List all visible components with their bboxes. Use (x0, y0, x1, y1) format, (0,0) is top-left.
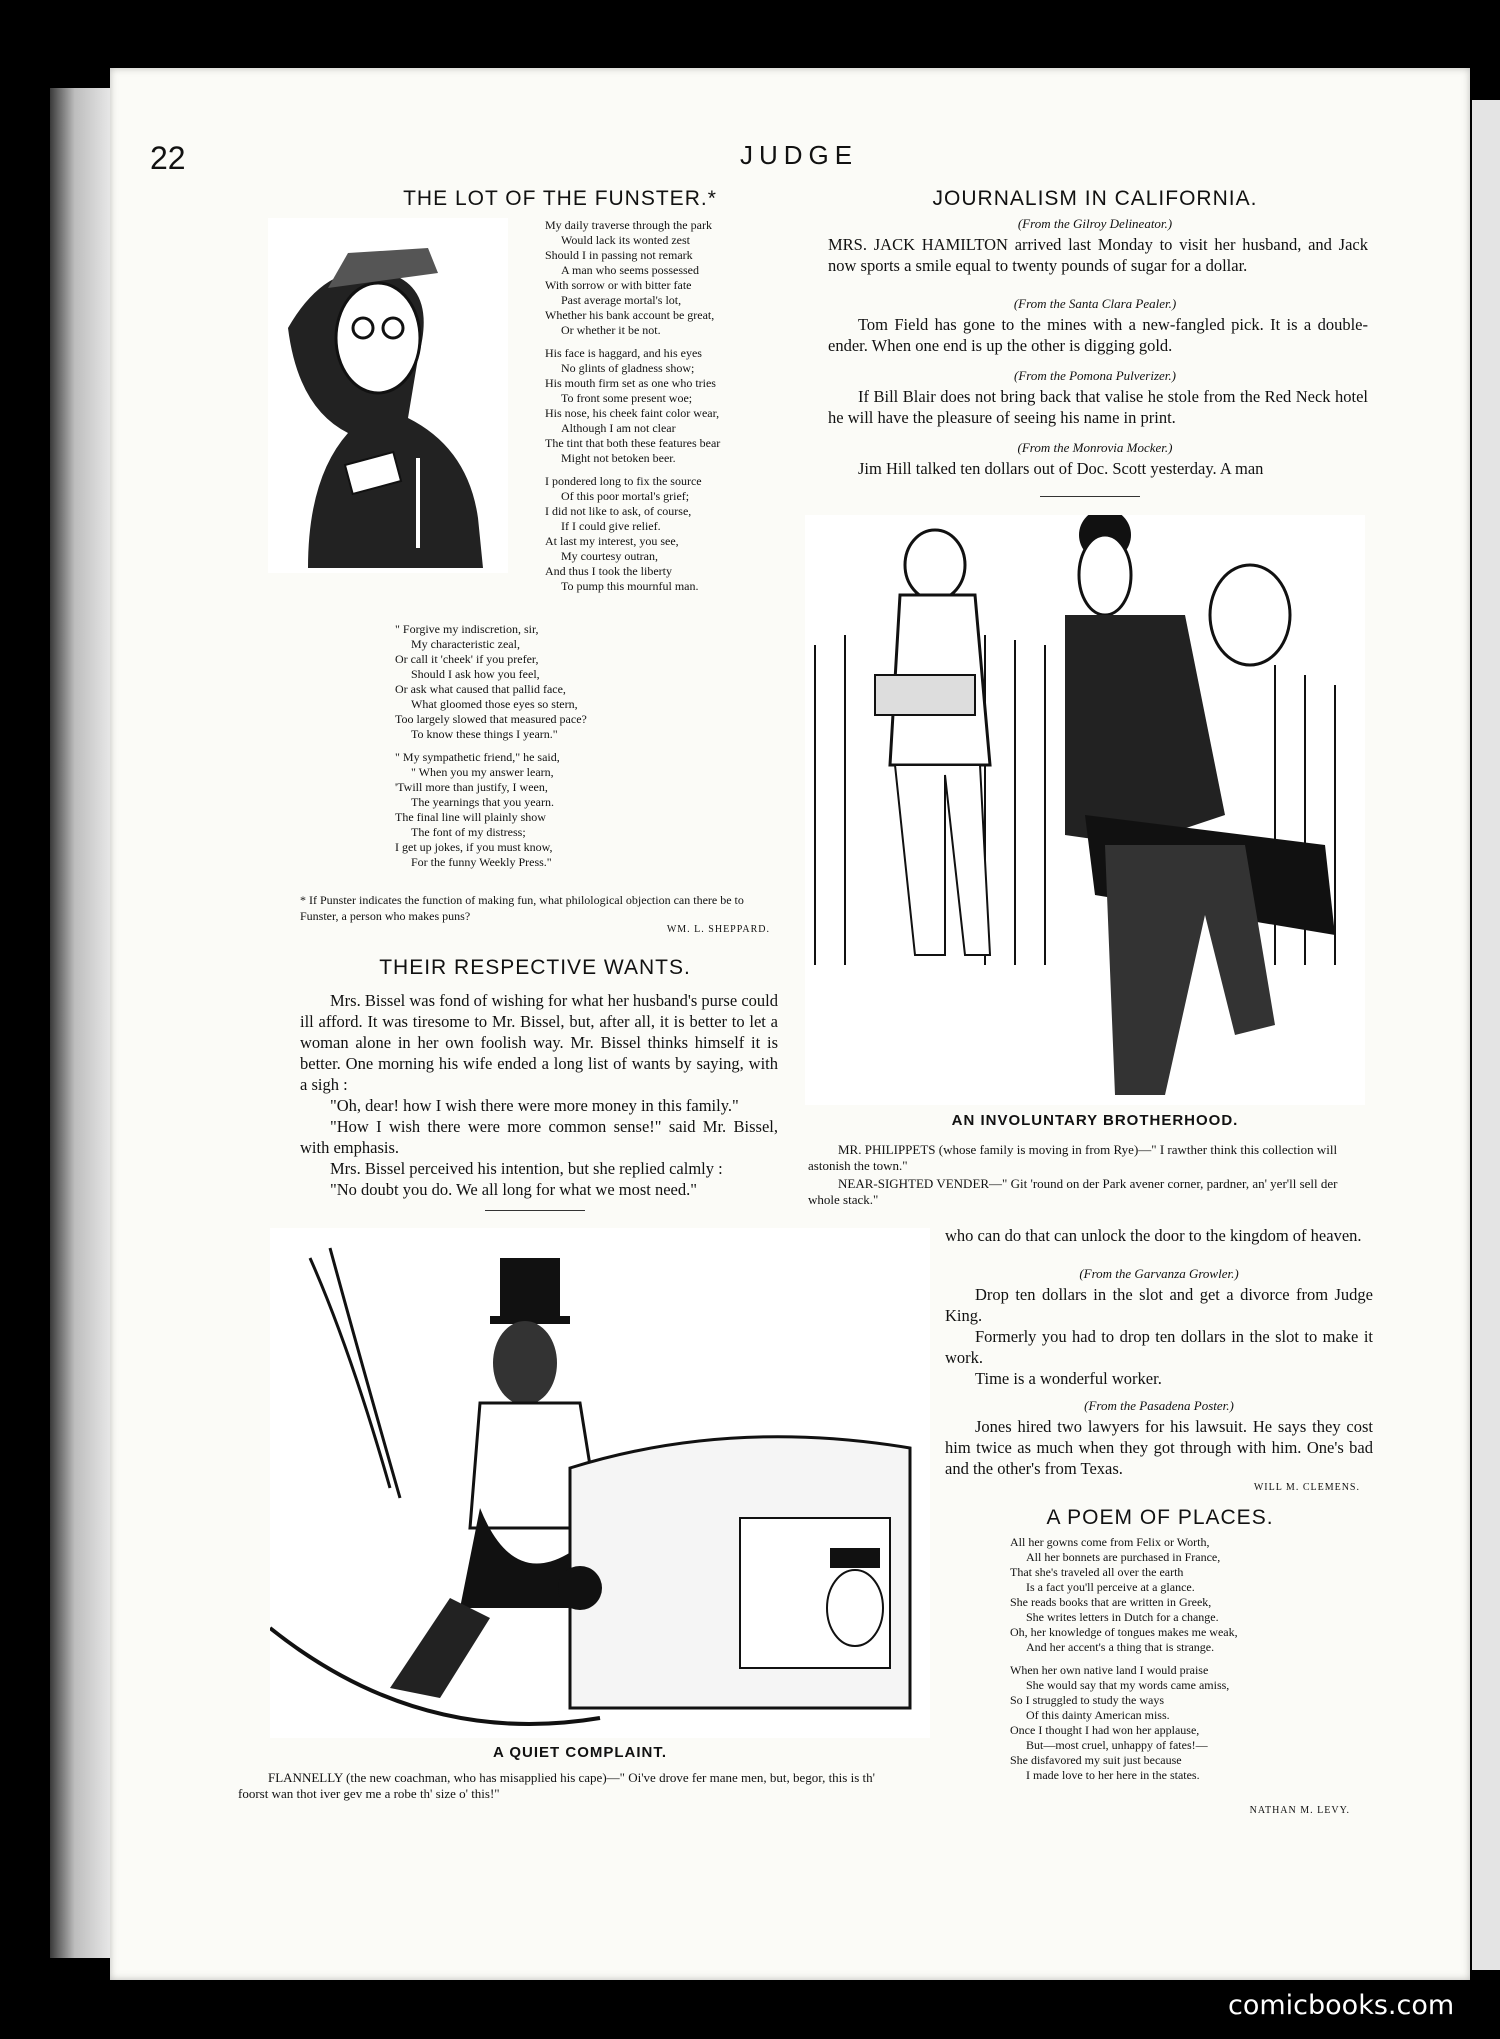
poem-line: Oh, her knowledge of tongues makes me weak, (1010, 1625, 1238, 1639)
journalism-item (828, 386, 1368, 428)
poem-line: 'Twill more than justify, I ween, (395, 780, 548, 794)
poem-line: For the funny Weekly Press." (411, 855, 552, 869)
quiet-dialogue: FLANNELLY (the new coachman, who has misapplied his cape)—" Oi've drove fer mane men, but, begor, this is th' foorst wan thot iver gev me a robe th' size o' this!" (238, 1770, 875, 1801)
poem-line: Too largely slowed that measured pace? (395, 712, 587, 726)
masthead-title: JUDGE (740, 140, 859, 170)
poem-line: To pump this mournful man. (561, 579, 699, 593)
poem-line: What gloomed those eyes so stern, (411, 697, 578, 711)
poem-line: But—most cruel, unhappy of fates!— (1026, 1738, 1208, 1752)
paragraph: "No doubt you do. We all long for what we most need." (330, 1180, 697, 1199)
paragraph: MRS. JACK HAMILTON arrived last Monday to visit her husband, and Jack now sports a smile equal to twenty pounds of sugar for a dollar. (828, 235, 1368, 275)
journalism-pasadena (945, 1416, 1373, 1479)
wants-title: THEIR RESPECTIVE WANTS. (379, 956, 691, 979)
paragraph: Mrs. Bissel was fond of wishing for what her husband's purse could ill afford. It was tiresome to Mr. Bissel, but, after all, it is better to let a woman alone in her own foolish way. Mr. Bissel thinks himself it is better. One morning his wife ended a long list of wants by saying, with a sigh : (300, 991, 778, 1094)
poem-line: That she's traveled all over the earth (1010, 1565, 1184, 1579)
poem-line: Of this dainty American miss. (1026, 1708, 1170, 1722)
poem-line: His nose, his cheek faint color wear, (545, 406, 720, 420)
brotherhood-speaker2: NEAR-SIGHTED VENDER—" Git 'round on der Park avener corner, pardner, an' yer'll sell der whole stack." (808, 1176, 1338, 1207)
divider (1040, 496, 1140, 497)
poem-line: Whether his bank account be great, (545, 308, 715, 322)
poem-line: A man who seems possessed (561, 263, 699, 277)
divider (485, 1210, 585, 1211)
poem-line: " My sympathetic friend," he said, (395, 750, 560, 764)
source-line: (From the Gilroy Delineator.) (1017, 216, 1173, 231)
poem-line: To front some present woe; (561, 391, 693, 405)
places-title: A POEM OF PLACES. (1046, 1506, 1274, 1529)
brotherhood-illustration (805, 515, 1365, 1105)
poem-line: Is a fact you'll perceive at a glance. (1026, 1580, 1195, 1594)
poem-line: The font of my distress; (411, 825, 526, 839)
places-poem (1010, 1535, 1350, 1791)
watermark-text: comicbooks.com (1228, 1990, 1455, 2021)
places-signature: NATHAN M. LEVY. (1249, 1805, 1350, 1816)
poem-line: She disfavored my suit just because (1010, 1753, 1182, 1767)
coachman-illustration (270, 1228, 930, 1738)
brotherhood-caption: AN INVOLUNTARY BROTHERHOOD. (951, 1112, 1239, 1129)
poem-line: No glints of gladness show; (561, 361, 695, 375)
poem-line: With sorrow or with bitter fate (545, 278, 692, 292)
paragraph: "How I wish there were more common sense!" said Mr. Bissel, with emphasis. (300, 1117, 778, 1157)
poem-line: Although I am not clear (561, 421, 676, 435)
funster-signature: WM. L. SHEPPARD. (666, 924, 770, 935)
poem-line: Should I in passing not remark (545, 248, 693, 262)
poem-line: I get up jokes, if you must know, (395, 840, 553, 854)
source-line: (From the Monrovia Mocker.) (1017, 440, 1173, 455)
funster-footnote: * If Punster indicates the function of making fun, what philological objection can there be to Funster, a person who makes puns? (300, 893, 744, 923)
journalism-signature: WILL M. CLEMENS. (1253, 1482, 1360, 1493)
journalism-item (828, 234, 1368, 276)
poem-line: Might not betoken beer. (561, 451, 676, 465)
wants-story (300, 990, 778, 1200)
source-line: (From the Garvanza Growler.) (1079, 1266, 1239, 1281)
paragraph: Time is a wonderful worker. (975, 1369, 1162, 1388)
source-line: (From the Pasadena Poster.) (1084, 1398, 1234, 1413)
poem-line: I pondered long to fix the source (545, 474, 702, 488)
page-spine-edge (50, 88, 112, 1958)
poem-line: To know these things I yearn." (411, 727, 558, 741)
poem-line: When her own native land I would praise (1010, 1663, 1209, 1677)
quiet-caption: A QUIET COMPLAINT. (492, 1744, 668, 1761)
poem-line: Would lack its wonted zest (561, 233, 691, 247)
poem-line: Or ask what caused that pallid face, (395, 682, 566, 696)
poem-line: My daily traverse through the park (545, 218, 712, 232)
poem-line: The final line will plainly show (395, 810, 546, 824)
poem-line: If I could give relief. (561, 519, 661, 533)
paragraph: If Bill Blair does not bring back that valise he stole from the Red Neck hotel he will have the pleasure of seeing his name in print. (828, 387, 1368, 427)
poem-line: Or whether it be not. (561, 323, 661, 337)
poem-line: Past average mortal's lot, (561, 293, 682, 307)
paragraph: Mrs. Bissel perceived his intention, but she replied calmly : (330, 1159, 723, 1178)
poem-line: His face is haggard, and his eyes (545, 346, 702, 360)
journalism-item (828, 314, 1368, 356)
journalism-title: JOURNALISM IN CALIFORNIA. (932, 187, 1258, 210)
funster-title: THE LOT OF THE FUNSTER.* (403, 187, 717, 210)
funster-illustration (268, 218, 508, 573)
poem-line: My characteristic zeal, (411, 637, 520, 651)
poem-line: Once I thought I had won her applause, (1010, 1723, 1200, 1737)
poem-line: I did not like to ask, of course, (545, 504, 692, 518)
page-number: 22 (150, 140, 186, 176)
poem-line: And her accent's a thing that is strange. (1026, 1640, 1215, 1654)
paragraph: "Oh, dear! how I wish there were more money in this family." (330, 1096, 739, 1115)
poem-line: Of this poor mortal's grief; (561, 489, 690, 503)
paragraph: who can do that can unlock the door to the kingdom of heaven. (945, 1226, 1362, 1245)
journalism-garvanza (945, 1284, 1373, 1389)
funster-poem-bottom (395, 622, 725, 878)
poem-line: I made love to her here in the states. (1026, 1768, 1200, 1782)
poem-line: The yearnings that you yearn. (411, 795, 554, 809)
paragraph: Tom Field has gone to the mines with a new-fangled pick. It is a double-ender. When one end is up the other is digging gold. (828, 315, 1368, 355)
journalism-item (828, 458, 1368, 479)
poem-line: So I struggled to study the ways (1010, 1693, 1164, 1707)
poem-line: She writes letters in Dutch for a change. (1026, 1610, 1219, 1624)
funster-poem-top (545, 218, 795, 602)
poem-line: She reads books that are written in Greek, (1010, 1595, 1212, 1609)
poem-line: " When you my answer learn, (411, 765, 554, 779)
poem-line: His mouth firm set as one who tries (545, 376, 716, 390)
poem-line: She would say that my words came amiss, (1026, 1678, 1230, 1692)
poem-line: " Forgive my indiscretion, sir, (395, 622, 539, 636)
poem-line: All her gowns come from Felix or Worth, (1010, 1535, 1210, 1549)
journalism-continued (945, 1225, 1373, 1246)
poem-line: All her bonnets are purchased in France, (1026, 1550, 1221, 1564)
next-page-edge (1472, 100, 1500, 1970)
poem-line: Or call it 'cheek' if you prefer, (395, 652, 539, 666)
poem-line: The tint that both these features bear (545, 436, 721, 450)
source-line: (From the Santa Clara Pealer.) (1013, 296, 1177, 311)
poem-line: At last my interest, you see, (545, 534, 679, 548)
paragraph: Jim Hill talked ten dollars out of Doc. Scott yesterday. A man (858, 459, 1264, 478)
paragraph: Drop ten dollars in the slot and get a divorce from Judge King. (945, 1285, 1373, 1325)
paragraph: Formerly you had to drop ten dollars in the slot to make it work. (945, 1327, 1373, 1367)
source-line: (From the Pomona Pulverizer.) (1014, 368, 1176, 383)
brotherhood-speaker1: MR. PHILIPPETS (whose family is moving in from Rye)—" I rawther think this collection will astonish the town." (808, 1142, 1338, 1173)
poem-line: And thus I took the liberty (545, 564, 672, 578)
paragraph: Jones hired two lawyers for his lawsuit. He says they cost him twice as much when they got through with him. One's bad and the other's from Texas. (945, 1417, 1373, 1478)
poem-line: My courtesy outran, (561, 549, 658, 563)
poem-line: Should I ask how you feel, (411, 667, 540, 681)
